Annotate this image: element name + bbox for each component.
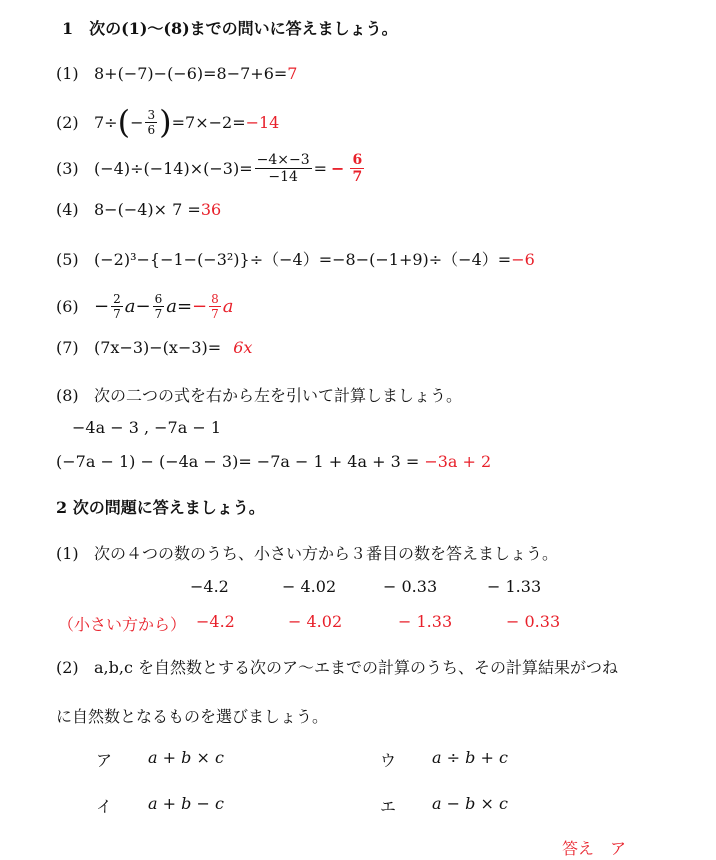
q2-number: (2) <box>56 112 79 132</box>
option-c-label: ウ <box>380 751 397 770</box>
q6-f2-num: 6 <box>154 291 163 306</box>
q6-f1-num: 2 <box>113 291 121 306</box>
q6-fraction-1 <box>111 293 123 320</box>
q3-answer-num: 6 <box>352 151 363 168</box>
q7-number: (7) <box>56 338 79 357</box>
q6-var-1: a <box>124 295 136 317</box>
q6-row <box>56 284 234 328</box>
q5-number: (5) <box>56 250 79 269</box>
q2-frac-den: 6 <box>147 122 156 137</box>
q3-pre: (−4)÷(−14)×(−3)= <box>94 158 253 178</box>
s2-q2-row <box>56 655 618 678</box>
q8-work: (−7a − 1) − (−4a − 3)= −7a − 1 + 4a + 3 = <box>56 452 420 471</box>
q4-number: (4) <box>56 200 79 219</box>
q3-answer-fraction <box>350 153 364 184</box>
q8-work-row <box>56 452 491 471</box>
q8-answer: −3a + 2 <box>424 452 492 471</box>
q2-fraction <box>145 109 157 136</box>
q4-row <box>56 200 221 219</box>
q8-given: −4a − 3 , −7a − 1 <box>72 418 222 437</box>
s2-q2-number: (2) <box>56 658 79 677</box>
s2-q1-number-3: − 1.33 <box>487 577 542 596</box>
q8-text: 次の二つの式を右から左を引いて計算しましょう。 <box>94 386 463 405</box>
s2-q1-answer-3: − 0.33 <box>506 612 561 631</box>
q2-frac-num: 3 <box>147 107 156 122</box>
option-a-label: ア <box>96 751 113 770</box>
s2-q1-answer-label: （小さい方から） <box>58 615 187 634</box>
q3-answer-den: 7 <box>352 168 363 185</box>
s2-q1-number-2: − 0.33 <box>383 577 438 596</box>
q1-expression: 8+(−7)−(−6)=8−7+6= <box>94 64 288 83</box>
q3-fraction <box>255 153 312 184</box>
q2-answer: −14 <box>245 112 280 132</box>
option-d-label: エ <box>380 797 397 816</box>
q6-answer-var: a <box>222 295 234 317</box>
q4-answer: 36 <box>200 200 222 219</box>
q5-answer: −6 <box>511 250 535 269</box>
s2-q2-text2: に自然数となるものを選びましょう。 <box>56 707 329 726</box>
q3-row <box>56 146 366 190</box>
q2-post: =7×−2= <box>171 112 246 132</box>
q2-pre: 7÷ <box>94 112 118 132</box>
option-c-expr: a ÷ b + c <box>432 748 508 767</box>
option-a-expr: a + b × c <box>148 748 224 767</box>
q6-f2-den: 7 <box>154 306 163 321</box>
q7-answer: 6x <box>233 338 253 357</box>
q6-equals: = <box>176 295 193 317</box>
q6-var-2: a <box>166 295 177 317</box>
q6-fraction-2 <box>153 293 165 320</box>
option-d-expr: a − b × c <box>432 794 508 813</box>
s2-q1-answer-2: − 1.33 <box>398 612 453 631</box>
q2-row <box>56 100 279 144</box>
q6-f1-den: 7 <box>113 306 121 321</box>
q1-number: (1) <box>56 64 79 83</box>
q1-row <box>56 64 297 83</box>
q2-minus: − <box>130 112 144 132</box>
s2-q1-number: (1) <box>56 544 79 563</box>
s2-q1-number-1: − 4.02 <box>282 577 337 596</box>
q8-number: (8) <box>56 386 79 405</box>
section1-title: 1 次の(1)〜(8)までの問いに答えましょう。 <box>62 19 398 38</box>
q3-frac-num: −4×−3 <box>256 151 310 168</box>
q6-answer-minus: − <box>192 295 208 317</box>
q5-expression: (−2)³−{−1−(−3²)}÷（−4）=−8−(−1+9)÷（−4）= <box>94 250 512 269</box>
q8-row <box>56 383 462 406</box>
q2-open-paren: ( <box>117 103 131 141</box>
s2-q1-number-0: −4.2 <box>190 577 229 596</box>
s2-q2-answer: 答え ア <box>562 839 627 858</box>
q3-equals: = <box>313 158 328 178</box>
q6-number: (6) <box>56 296 79 316</box>
q4-expression: 8−(−4)× 7 = <box>94 200 201 219</box>
q6-answer-den: 7 <box>211 306 219 321</box>
s2-q1-answer-1: − 4.02 <box>288 612 343 631</box>
s2-q2-text1: a,b,c を自然数とする次のア〜エまでの計算のうち、その計算結果がつね <box>94 658 619 677</box>
q6-minus-1: − <box>94 295 110 317</box>
q6-minus-2: − <box>135 295 151 317</box>
option-b-expr: a + b − c <box>148 794 224 813</box>
s2-q1-answer-0: −4.2 <box>196 612 235 631</box>
q3-answer-minus: − <box>331 158 345 178</box>
option-b-label: イ <box>96 797 113 816</box>
q1-answer: 7 <box>287 64 298 83</box>
q6-answer-num: 8 <box>211 291 219 306</box>
q3-number: (3) <box>56 158 79 178</box>
q3-frac-den: −14 <box>268 168 298 185</box>
q2-close-paren: ) <box>159 103 172 141</box>
q5-row <box>56 247 535 270</box>
q7-row <box>56 338 252 357</box>
q6-answer-fraction <box>209 293 221 320</box>
q7-expression: (7x−3)−(x−3)= <box>94 338 222 357</box>
section2-title: 2 次の問題に答えましょう。 <box>56 498 265 517</box>
s2-q1-text: 次の４つの数のうち、小さい方から３番目の数を答えましょう。 <box>94 544 559 563</box>
s2-q1-row <box>56 541 558 564</box>
